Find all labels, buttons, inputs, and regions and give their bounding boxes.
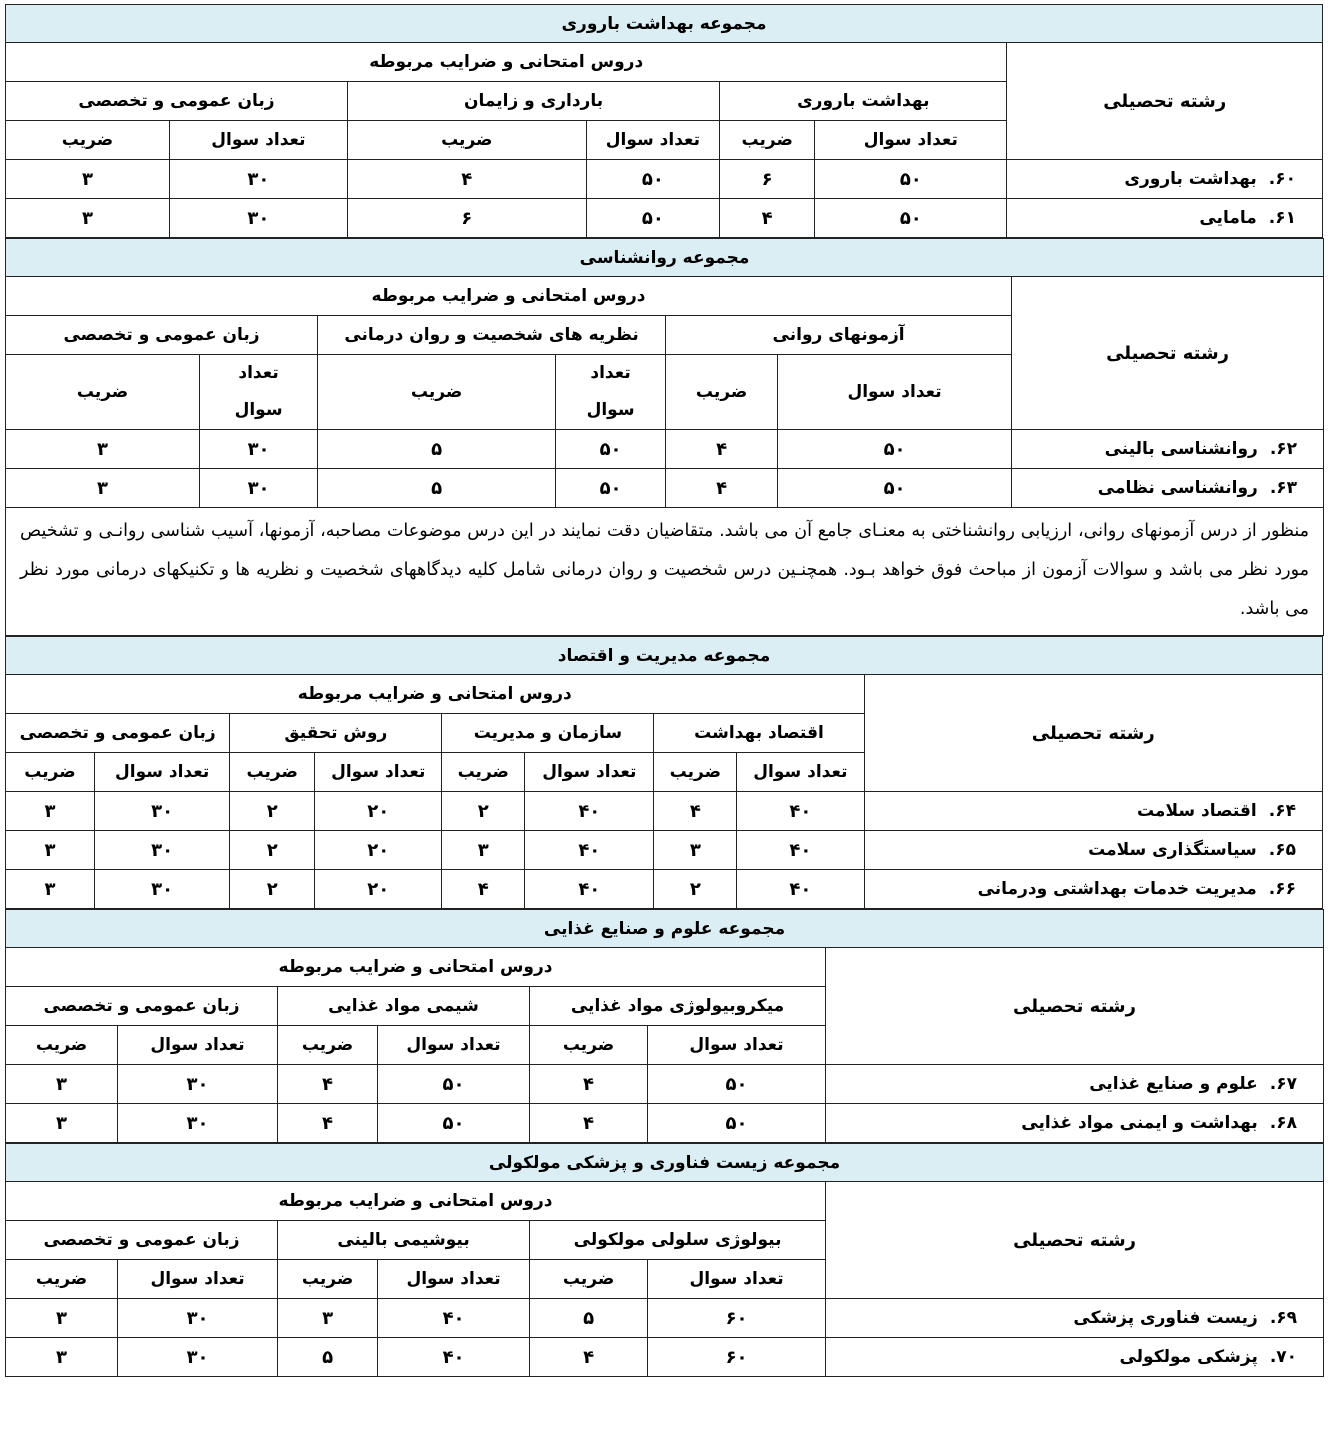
value-cell: ۴ [530, 1104, 648, 1143]
field-name-cell [826, 1104, 1324, 1143]
value-cell: ۳ [6, 160, 170, 199]
row-number: ۶۰. [1268, 169, 1296, 189]
value-cell: ۵۰ [378, 1104, 530, 1143]
value-cell: ۳ [654, 831, 737, 870]
value-cell: ۶۰ [648, 1338, 826, 1377]
value-cell: ۵۰ [586, 199, 720, 238]
field-name-cell [826, 1299, 1324, 1338]
value-cell: ۵۰ [648, 1065, 826, 1104]
value-cell: ۲۰ [315, 792, 442, 831]
table-row [6, 870, 1323, 909]
field-header: رشته تحصیلی [1007, 43, 1323, 160]
value-cell: ۳ [442, 831, 525, 870]
value-cell: ۵۰ [778, 430, 1012, 469]
value-cell: ۳۰ [94, 831, 229, 870]
row-number: ۶۴. [1268, 801, 1296, 821]
value-cell: ۴۰ [737, 792, 864, 831]
value-cell: ۳۰ [169, 160, 347, 199]
field-name-cell [1012, 430, 1324, 469]
question-count-header: تعداد سوال [118, 1260, 278, 1299]
courses-header: دروس امتحانی و ضرایب مربوطه [6, 675, 865, 714]
course-header: شیمی مواد غذایی [278, 987, 530, 1026]
course-header: بهداشت باروری [720, 82, 1007, 121]
field-name: بهداشت و ایمنی مواد غذایی [1021, 1113, 1258, 1133]
document-page [5, 4, 1323, 1377]
field-name-cell [1012, 469, 1324, 508]
value-cell: ۴۰ [525, 870, 654, 909]
field-name: مدیریت خدمات بهداشتی ودرمانی [977, 879, 1257, 899]
question-count-header: تعداد سوال [378, 1026, 530, 1065]
table-management-economics [5, 636, 1323, 909]
field-name-cell [864, 792, 1323, 831]
field-name: روانشناسی بالینی [1104, 439, 1258, 459]
row-number: ۶۸. [1269, 1113, 1298, 1133]
question-count-header: تعداد سوال [556, 355, 666, 430]
courses-header: دروس امتحانی و ضرایب مربوطه [6, 277, 1012, 316]
field-name-cell [826, 1065, 1324, 1104]
course-header: زبان عمومی و تخصصی [6, 1221, 278, 1260]
table-psychology [5, 238, 1324, 636]
table-reproductive-health [5, 4, 1323, 238]
table-row [6, 1299, 1324, 1338]
coefficient-header: ضریب [6, 1026, 118, 1065]
value-cell: ۵۰ [556, 430, 666, 469]
coefficient-header: ضریب [278, 1260, 378, 1299]
value-cell: ۵۰ [778, 469, 1012, 508]
section-title: مجموعه علوم و صنایع غذایی [6, 910, 1324, 948]
row-number: ۶۶. [1268, 879, 1296, 899]
value-cell: ۳۰ [118, 1104, 278, 1143]
value-cell: ۳ [6, 430, 200, 469]
row-number: ۶۲. [1269, 439, 1298, 459]
value-cell: ۲ [442, 792, 525, 831]
field-name: علوم و صنایع غذایی [1089, 1074, 1258, 1094]
value-cell: ۲ [230, 870, 315, 909]
question-count-header: تعداد سوال [378, 1260, 530, 1299]
row-number: ۷۰. [1269, 1347, 1298, 1367]
field-name-cell [826, 1338, 1324, 1377]
coefficient-header: ضریب [6, 121, 170, 160]
value-cell: ۲ [654, 870, 737, 909]
value-cell: ۵۰ [648, 1104, 826, 1143]
coefficient-header: ضریب [318, 355, 556, 430]
value-cell: ۵۰ [586, 160, 720, 199]
value-cell: ۵ [318, 469, 556, 508]
question-count-header: تعداد سوال [648, 1026, 826, 1065]
question-count-header: تعداد سوال [118, 1026, 278, 1065]
table-row [6, 160, 1323, 199]
field-name: زیست فناوری پزشکی [1073, 1308, 1258, 1328]
value-cell: ۴۰ [525, 792, 654, 831]
value-cell: ۶ [720, 160, 815, 199]
question-count-header: تعداد سوال [315, 753, 442, 792]
value-cell: ۳۰ [94, 792, 229, 831]
value-cell: ۴۰ [737, 870, 864, 909]
coefficient-header: ضریب [666, 355, 778, 430]
section-title: مجموعه مدیریت و اقتصاد [6, 637, 1323, 675]
value-cell: ۴ [278, 1104, 378, 1143]
value-cell: ۴ [654, 792, 737, 831]
course-header: زبان عمومی و تخصصی [6, 987, 278, 1026]
value-cell: ۴۰ [525, 831, 654, 870]
value-cell: ۴ [666, 469, 778, 508]
value-cell: ۵۰ [556, 469, 666, 508]
value-cell: ۴ [278, 1065, 378, 1104]
field-name: اقتصاد سلامت [1136, 801, 1257, 821]
course-header: بارداری و زایمان [347, 82, 719, 121]
question-count-header: تعداد سوال [525, 753, 654, 792]
coefficient-header: ضریب [530, 1026, 648, 1065]
table-row [6, 792, 1323, 831]
value-cell: ۳۰ [169, 199, 347, 238]
value-cell: ۳ [6, 1104, 118, 1143]
question-count-header: تعداد سوال [200, 355, 318, 430]
field-name: بهداشت باروری [1124, 169, 1257, 189]
coefficient-header: ضریب [6, 753, 95, 792]
coefficient-header: ضریب [442, 753, 525, 792]
field-name-cell [1007, 160, 1323, 199]
value-cell: ۳۰ [200, 469, 318, 508]
value-cell: ۲۰ [315, 870, 442, 909]
value-cell: ۴۰ [378, 1299, 530, 1338]
row-number: ۶۷. [1269, 1074, 1298, 1094]
value-cell: ۴ [530, 1338, 648, 1377]
value-cell: ۳ [6, 870, 95, 909]
table-row [6, 430, 1324, 469]
value-cell: ۵۰ [378, 1065, 530, 1104]
value-cell: ۵۰ [815, 199, 1007, 238]
coefficient-header: ضریب [720, 121, 815, 160]
course-header: نظریه های شخصیت و روان درمانی [318, 316, 666, 355]
value-cell: ۵۰ [815, 160, 1007, 199]
coefficient-header: ضریب [530, 1260, 648, 1299]
course-header: روش تحقیق [230, 714, 442, 753]
value-cell: ۳ [6, 1338, 118, 1377]
coefficient-header: ضریب [6, 1260, 118, 1299]
value-cell: ۳ [6, 831, 95, 870]
table-row [6, 1104, 1324, 1143]
table-food-science [5, 909, 1324, 1143]
field-name: روانشناسی نظامی [1097, 478, 1258, 498]
course-header: آزمونهای روانی [666, 316, 1012, 355]
value-cell: ۳۰ [118, 1299, 278, 1338]
coefficient-header: ضریب [654, 753, 737, 792]
row-number: ۶۹. [1269, 1308, 1298, 1328]
row-number: ۶۳. [1269, 478, 1298, 498]
table-row [6, 199, 1323, 238]
value-cell: ۵ [318, 430, 556, 469]
question-count-header: تعداد سوال [778, 355, 1012, 430]
value-cell: ۶ [347, 199, 586, 238]
course-header: زبان عمومی و تخصصی [6, 316, 318, 355]
field-header: رشته تحصیلی [826, 1182, 1324, 1299]
value-cell: ۲ [230, 792, 315, 831]
value-cell: ۲۰ [315, 831, 442, 870]
table-biotechnology [5, 1143, 1324, 1377]
question-count-header: تعداد سوال [586, 121, 720, 160]
courses-header: دروس امتحانی و ضرایب مربوطه [6, 948, 826, 987]
field-header: رشته تحصیلی [864, 675, 1323, 792]
value-cell: ۳۰ [94, 870, 229, 909]
coefficient-header: ضریب [278, 1026, 378, 1065]
table-row [6, 831, 1323, 870]
course-header: بیولوژی سلولی مولکولی [530, 1221, 826, 1260]
value-cell: ۳ [6, 792, 95, 831]
value-cell: ۳ [6, 199, 170, 238]
value-cell: ۳ [278, 1299, 378, 1338]
value-cell: ۵ [530, 1299, 648, 1338]
field-name: پزشکی مولکولی [1119, 1347, 1258, 1367]
table-row [6, 469, 1324, 508]
field-name: مامایی [1199, 208, 1257, 228]
field-name-cell [864, 831, 1323, 870]
section-title: مجموعه زیست فناوری و پزشکی مولکولی [6, 1144, 1324, 1182]
field-name-cell [1007, 199, 1323, 238]
value-cell: ۴۰ [737, 831, 864, 870]
course-header: میکروبیولوژی مواد غذایی [530, 987, 826, 1026]
value-cell: ۴ [347, 160, 586, 199]
value-cell: ۴ [666, 430, 778, 469]
value-cell: ۴ [442, 870, 525, 909]
question-count-header: تعداد سوال [169, 121, 347, 160]
field-header: رشته تحصیلی [826, 948, 1324, 1065]
table-row [6, 1065, 1324, 1104]
question-count-header: تعداد سوال [94, 753, 229, 792]
value-cell: ۵ [278, 1338, 378, 1377]
value-cell: ۳ [6, 469, 200, 508]
course-header: اقتصاد بهداشت [654, 714, 864, 753]
question-count-header: تعداد سوال [815, 121, 1007, 160]
value-cell: ۴ [530, 1065, 648, 1104]
value-cell: ۴۰ [378, 1338, 530, 1377]
coefficient-header: ضریب [230, 753, 315, 792]
value-cell: ۲ [230, 831, 315, 870]
course-header: بیوشیمی بالینی [278, 1221, 530, 1260]
section-note: منظور از درس آزمونهای روانی، ارزیابی روانشناختی به معنـای جامع آن می باشد. متقاضیان دقت نمایند در این درس موضوعات مصاحبه، آزمونها، آسیب شناسی روانـی و تشخیص مورد نظر می باشد و سوالات آزمون از مباحث فوق خواهد بـود. همچنـین درس شخصیت و روان درمانی شامل کلیه دیدگاههای شخصیت و نظریه ها و تکنیکهای درمانی مورد نظر می باشد. [6, 508, 1324, 636]
course-header: زبان عمومی و تخصصی [6, 82, 348, 121]
value-cell: ۴ [720, 199, 815, 238]
value-cell: ۳ [6, 1065, 118, 1104]
field-name: سیاستگذاری سلامت [1088, 840, 1257, 860]
section-title: مجموعه روانشناسی [6, 239, 1324, 277]
courses-header: دروس امتحانی و ضرایب مربوطه [6, 43, 1007, 82]
courses-header: دروس امتحانی و ضرایب مربوطه [6, 1182, 826, 1221]
value-cell: ۳۰ [200, 430, 318, 469]
course-header: زبان عمومی و تخصصی [6, 714, 230, 753]
question-count-header: تعداد سوال [648, 1260, 826, 1299]
course-header: سازمان و مدیریت [442, 714, 654, 753]
table-row [6, 1338, 1324, 1377]
section-title: مجموعه بهداشت باروری [6, 5, 1323, 43]
field-header: رشته تحصیلی [1012, 277, 1324, 430]
coefficient-header: ضریب [6, 355, 200, 430]
row-number: ۶۱. [1268, 208, 1296, 228]
field-name-cell [864, 870, 1323, 909]
row-number: ۶۵. [1268, 840, 1296, 860]
value-cell: ۶۰ [648, 1299, 826, 1338]
coefficient-header: ضریب [347, 121, 586, 160]
value-cell: ۳۰ [118, 1338, 278, 1377]
value-cell: ۳۰ [118, 1065, 278, 1104]
value-cell: ۳ [6, 1299, 118, 1338]
question-count-header: تعداد سوال [737, 753, 864, 792]
